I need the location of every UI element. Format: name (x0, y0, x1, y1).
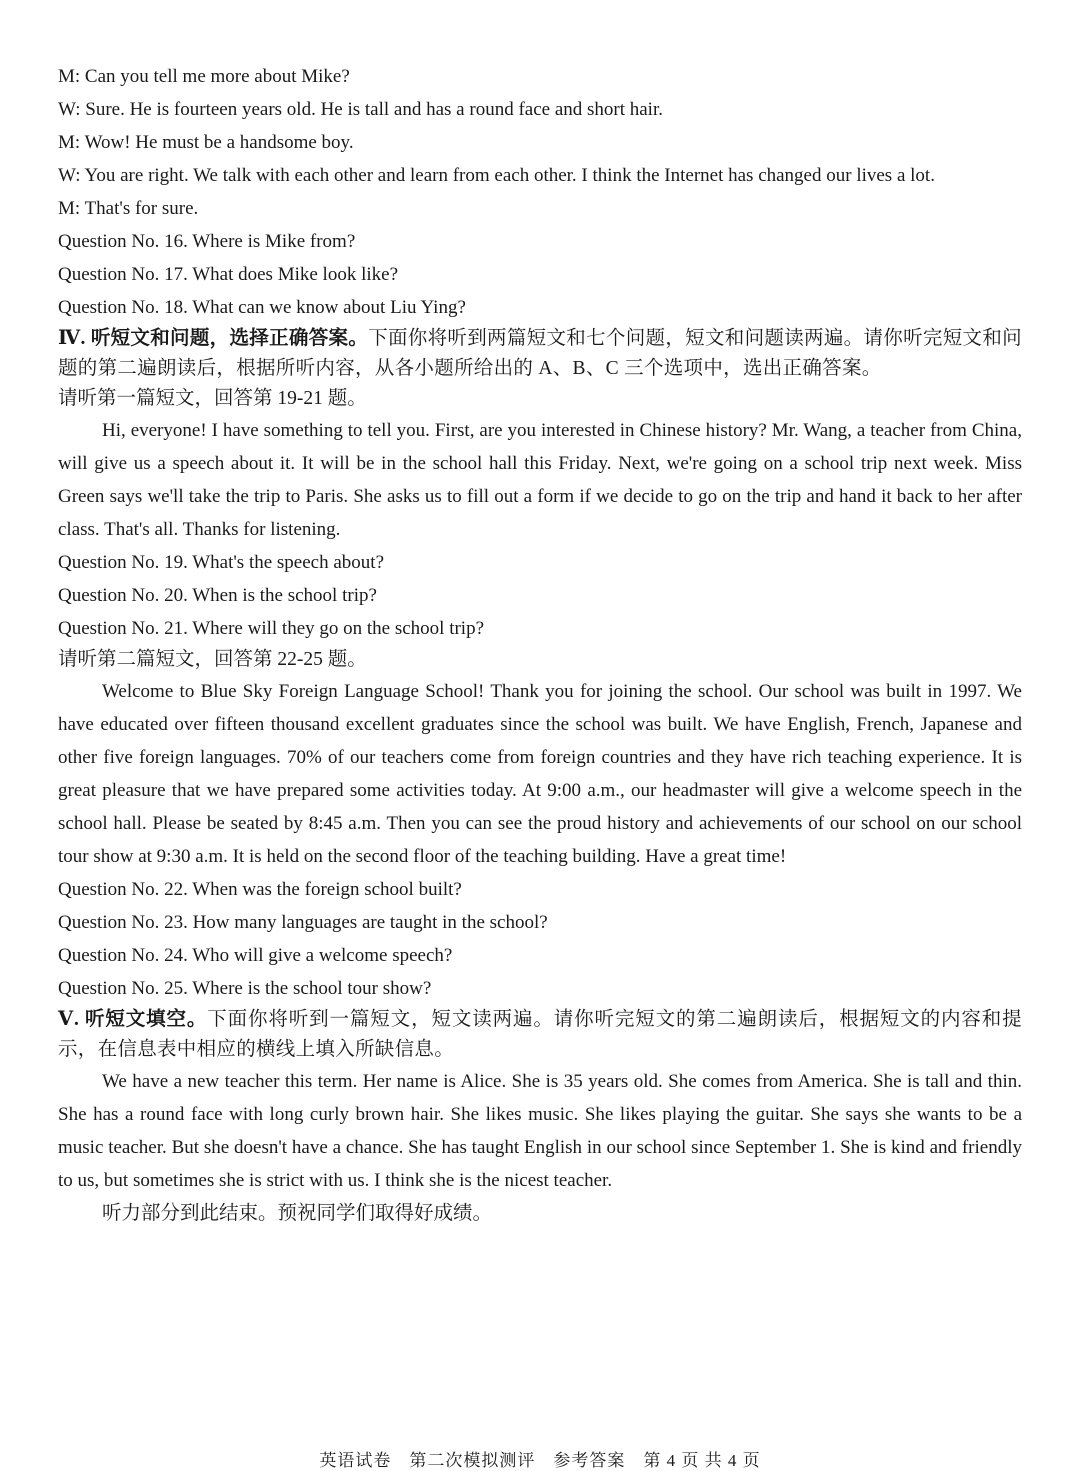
dialogue-line: M: Wow! He must be a handsome boy. (58, 132, 354, 153)
closing-note: 听力部分到此结束。预祝同学们取得好成绩。 (102, 1203, 493, 1224)
question-line: Question No. 17. What does Mike look like? (58, 264, 399, 285)
passage-1-intro: 请听第一篇短文，回答第 19-21 题。 (58, 388, 367, 409)
question-line: Question No. 16. Where is Mike from? (58, 231, 356, 252)
question-line: Question No. 19. What's the speech about? (58, 552, 384, 573)
question-line: Question No. 18. What can we know about Liu Ying? (58, 297, 466, 318)
page-footer: 英语试卷 第二次模拟测评 参考答案 第 4 页 共 4 页 (319, 1451, 761, 1470)
question-line: Question No. 20. When is the school trip? (58, 585, 377, 606)
section-5-instruction: 下面你将听到一篇短文，短文读两遍。请你听完短文的第二遍朗读后，根据短文的内容和提示，在信息表中相应的横线上填入所缺信息。 (58, 1009, 1022, 1060)
section-4-number: Ⅳ. (58, 328, 86, 349)
question-line: Question No. 23. How many languages are taught in the school? (58, 912, 548, 933)
passage-1-text: Hi, everyone! I have something to tell you. First, are you interested in Chinese history? Mr. Wang, a teacher from China, will give us a speech about it. It will be in the school hall this Friday. Next, we're going on a school trip next week. Miss Green says we'll take the trip to Paris. She asks us to fill out a form if we decide to go on the trip and hand it back to her after class. That's all. Thanks for listening. (58, 420, 1022, 540)
question-line: Question No. 21. Where will they go on the school trip? (58, 618, 485, 639)
section-5-title: 听短文填空。 (84, 1009, 208, 1030)
dialogue-line: M: Can you tell me more about Mike? (58, 66, 350, 87)
section-4-heading (58, 324, 1022, 384)
dialogue-line: W: You are right. We talk with each other and learn from each other. I think the Internet has changed our lives a lot. (58, 165, 935, 186)
passage-3-text: We have a new teacher this term. Her name is Alice. She is 35 years old. She comes from America. She is tall and thin. She has a round face with long curly brown hair. She likes music. She likes playing the guitar. She says she wants to be a music teacher. But she doesn't have a chance. She has taught English in our school since September 1. She is kind and friendly to us, but sometimes she is strict with us. I think she is the nicest teacher. (58, 1071, 1022, 1191)
question-line: Question No. 22. When was the foreign school built? (58, 879, 462, 900)
section-4-instruction: 下面你将听到两篇短文和七个问题，短文和问题读两遍。请你听完短文和问题的第二遍朗读后，根据所听内容，从各小题所给出的 A、B、C 三个选项中，选出正确答案。 (58, 328, 1022, 379)
passage-2-text: Welcome to Blue Sky Foreign Language School! Thank you for joining the school. Our school was built in 1997. We have educated over fifteen thousand excellent graduates since the school was built. We have English, French, Japanese and other five foreign languages. 70% of our teachers come from foreign countries and they have rich teaching experience. It is great pleasure that we have prepared some activities today. At 9:00 a.m., our headmaster will give a welcome speech in the school hall. Please be seated by 8:45 a.m. Then you can see the proud history and achievements of our school on our school tour show at 9:30 a.m. It is held on the second floor of the teaching building. Have a great time! (58, 681, 1022, 867)
section-5-heading (58, 1005, 1022, 1065)
section-4-title: 听短文和问题，选择正确答案。 (90, 328, 369, 349)
question-line: Question No. 25. Where is the school tour show? (58, 978, 432, 999)
section-5-number: Ⅴ. (58, 1009, 80, 1030)
dialogue-line: W: Sure. He is fourteen years old. He is tall and has a round face and short hair. (58, 99, 663, 120)
passage-2-intro: 请听第二篇短文，回答第 22-25 题。 (58, 649, 367, 670)
question-line: Question No. 24. Who will give a welcome speech? (58, 945, 453, 966)
dialogue-line: M: That's for sure. (58, 198, 199, 219)
